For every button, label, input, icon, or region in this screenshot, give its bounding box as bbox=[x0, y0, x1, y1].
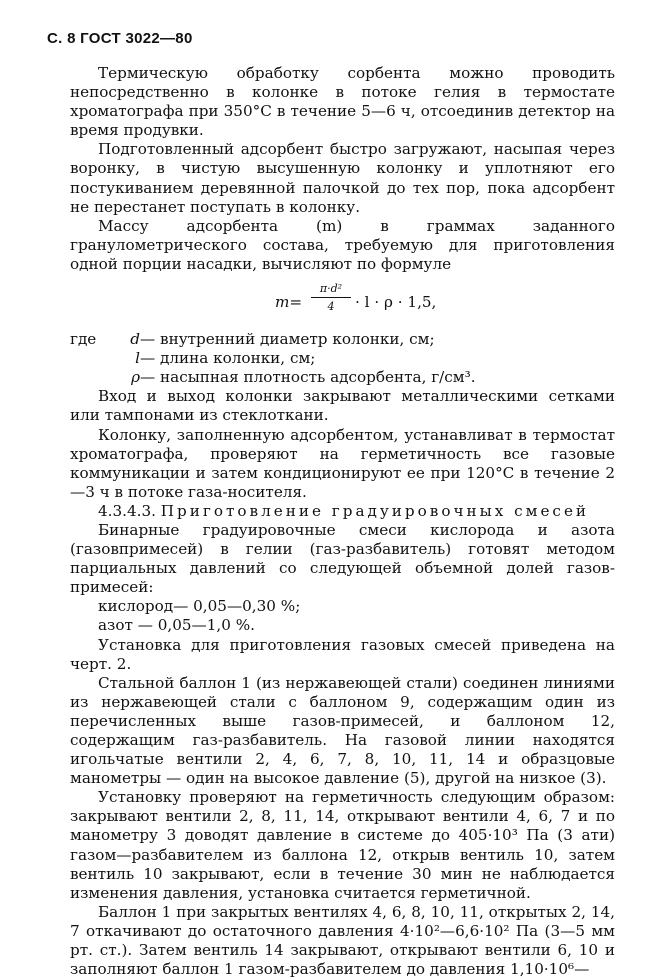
paragraph-setup-reference: Установка для приготовления газовых смесей приведена на черт. 2. bbox=[70, 635, 615, 673]
paragraph-column-closing: Вход и выход колонки закрывают металлическими сетками или тампонами из стеклоткани. bbox=[70, 387, 615, 425]
list-item-oxygen: кислород— 0,05—0,30 %; bbox=[98, 597, 301, 616]
legend-text: — длина колонки, см; bbox=[140, 349, 316, 368]
page-header: С. 8 ГОСТ 3022—80 bbox=[47, 30, 193, 47]
section-heading bbox=[70, 502, 615, 521]
paragraph-binary-mixtures: Бинарные градуировочные смеси кислорода и азота (газовпримесей) в гелии (газ-разбавитель) готовят методом парциальных давлений со следующей объемной долей газов-примесей: bbox=[70, 520, 615, 597]
formula-legend bbox=[70, 330, 615, 387]
list-item-nitrogen: азот — 0,05—1,0 %. bbox=[98, 616, 255, 635]
formula-lhs: m= bbox=[275, 293, 303, 312]
section-title: Приготовление градуировочных смесей bbox=[160, 501, 590, 520]
legend-row bbox=[70, 330, 615, 349]
paragraph-cylinder-description: Стальной баллон 1 (из нержавеющей стали) соединен линиями из нержавеющей стали с баллоном 9, содержащим один из перечисленных выше газов-примесей, и баллоном 12, содержащим газ-разбавитель. На газовой линии находятся игольчатые вентили 2, 4, 6, 7, 8, 10, 11, 14 и образцовые манометры — один на высокое давление (5), другой на низкое (3). bbox=[70, 673, 615, 788]
mass-formula bbox=[275, 282, 615, 322]
legend-symbol: ρ bbox=[131, 368, 140, 387]
legend-row bbox=[70, 349, 615, 368]
legend-text: — насыпная плотность адсорбента, г/см³. bbox=[140, 368, 476, 387]
formula-numerator: π·d² bbox=[311, 282, 351, 298]
legend-symbol: l bbox=[135, 349, 140, 368]
formula-fraction bbox=[311, 282, 351, 313]
formula-rest: · l · ρ · 1,5, bbox=[355, 293, 437, 312]
legend-lead: где bbox=[70, 330, 97, 349]
formula-denominator: 4 bbox=[327, 300, 335, 314]
paragraph-thermal-treatment: Термическую обработку сорбента можно проводить непосредственно в колонке в потоке гелия в термостате хроматографа при 350°С в течение 5—6 ч, отсоединив детектор на время продувки. bbox=[70, 64, 615, 140]
paragraph-column-conditioning: Колонку, заполненную адсорбентом, устанавливат в термостат хроматографа, проверяют на герметичность все газовые коммуникации и затем кондиционируют ее при 120°С в течение 2—3 ч в потоке газа-носителя. bbox=[70, 425, 615, 501]
section-number: 4.3.4.3. bbox=[98, 501, 156, 520]
paragraph-cylinder-evacuation: Баллон 1 при закрытых вентилях 4, 6, 8, 10, 11, открытых 2, 14, 7 откачивают до остаточного давления 4·10²—6,6·10² Па (3—5 мм рт. ст.). Затем вентиль 14 закрывают, открывают вентили 6, 10 и заполняют баллон 1 газом-разбавителем до давления 1,10·10⁶— bbox=[70, 902, 615, 979]
paragraph-adsorbent-loading: Подготовленный адсорбент быстро загружают, насыпая через воронку, в чистую высушенную колонку и уплотняют его постукиванием деревянной палочкой до тех пор, пока адсорбент не перестанет поступать в колонку. bbox=[70, 140, 615, 216]
paragraph-mass-formula-intro: Массу адсорбента (m) в граммах заданного гранулометрического состава, требуемую для приготовления одной порции насадки, вычисляют по формуле bbox=[70, 216, 615, 273]
document-body bbox=[70, 64, 615, 979]
legend-symbol: d bbox=[130, 330, 140, 349]
paragraph-leak-test: Установку проверяют на герметичность следующим образом: закрывают вентили 2, 8, 11, 14, открывают вентили 4, 6, 7 и по манометру 3 доводят давление в системе до 405·10³ Па (3 ати) газом—разбавителем из баллона 12, открыв вентиль 10, затем вентиль 10 закрывают, если в течение 30 мин не наблюдается изменения давления, установка считается герметичной. bbox=[70, 788, 615, 902]
legend-row bbox=[70, 368, 615, 387]
legend-text: — внутренний диаметр колонки, см; bbox=[140, 330, 435, 349]
